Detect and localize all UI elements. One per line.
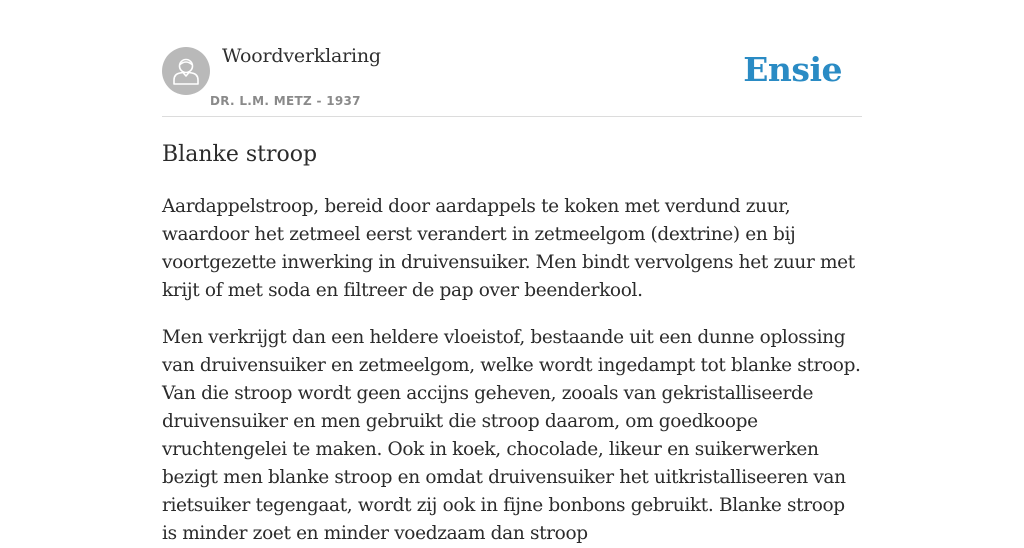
- brand-logo[interactable]: Ensie: [743, 50, 842, 89]
- avatar[interactable]: [162, 47, 210, 95]
- article-paragraph: Men verkrijgt dan een heldere vloeistof, bestaande uit een dunne oplossing van druivensuiker en zetmeelgom, welke wordt ingedampt tot blanke stroop. Van die stroop wordt geen accijns geheven, zooals van gekristalliseerde druivensuiker en men gebruikt die stroop daarom, om goedkoope vruchtengelei te maken. Ook in koek, chocolade, likeur en suikerwerken bezigt men blanke stroop en omdat druivensuiker het uitkristalliseeren van rietsuiker tegengaat, wordt zij ook in fijne bonbons gebruikt. Blanke stroop is minder zoet en minder voedzaam dan stroop: [162, 327, 861, 544]
- article: [162, 140, 862, 548]
- article-title: Blanke stroop: [162, 142, 318, 167]
- header: [162, 0, 862, 117]
- author-line: DR. L.M. METZ - 1937: [210, 94, 361, 108]
- person-outline-icon: [162, 47, 210, 95]
- article-paragraph: Aardappelstroop, bereid door aardappels te koken met verdund zuur, waardoor het zetmeel eerst verandert in zetmeelgom (dextrine) en bij voortgezette inwerking in druivensuiker. Men bindt vervolgens het zuur met krijt of met soda en filtreer de pap over beenderkool.: [162, 196, 855, 301]
- source-title[interactable]: Woordverklaring: [222, 45, 381, 67]
